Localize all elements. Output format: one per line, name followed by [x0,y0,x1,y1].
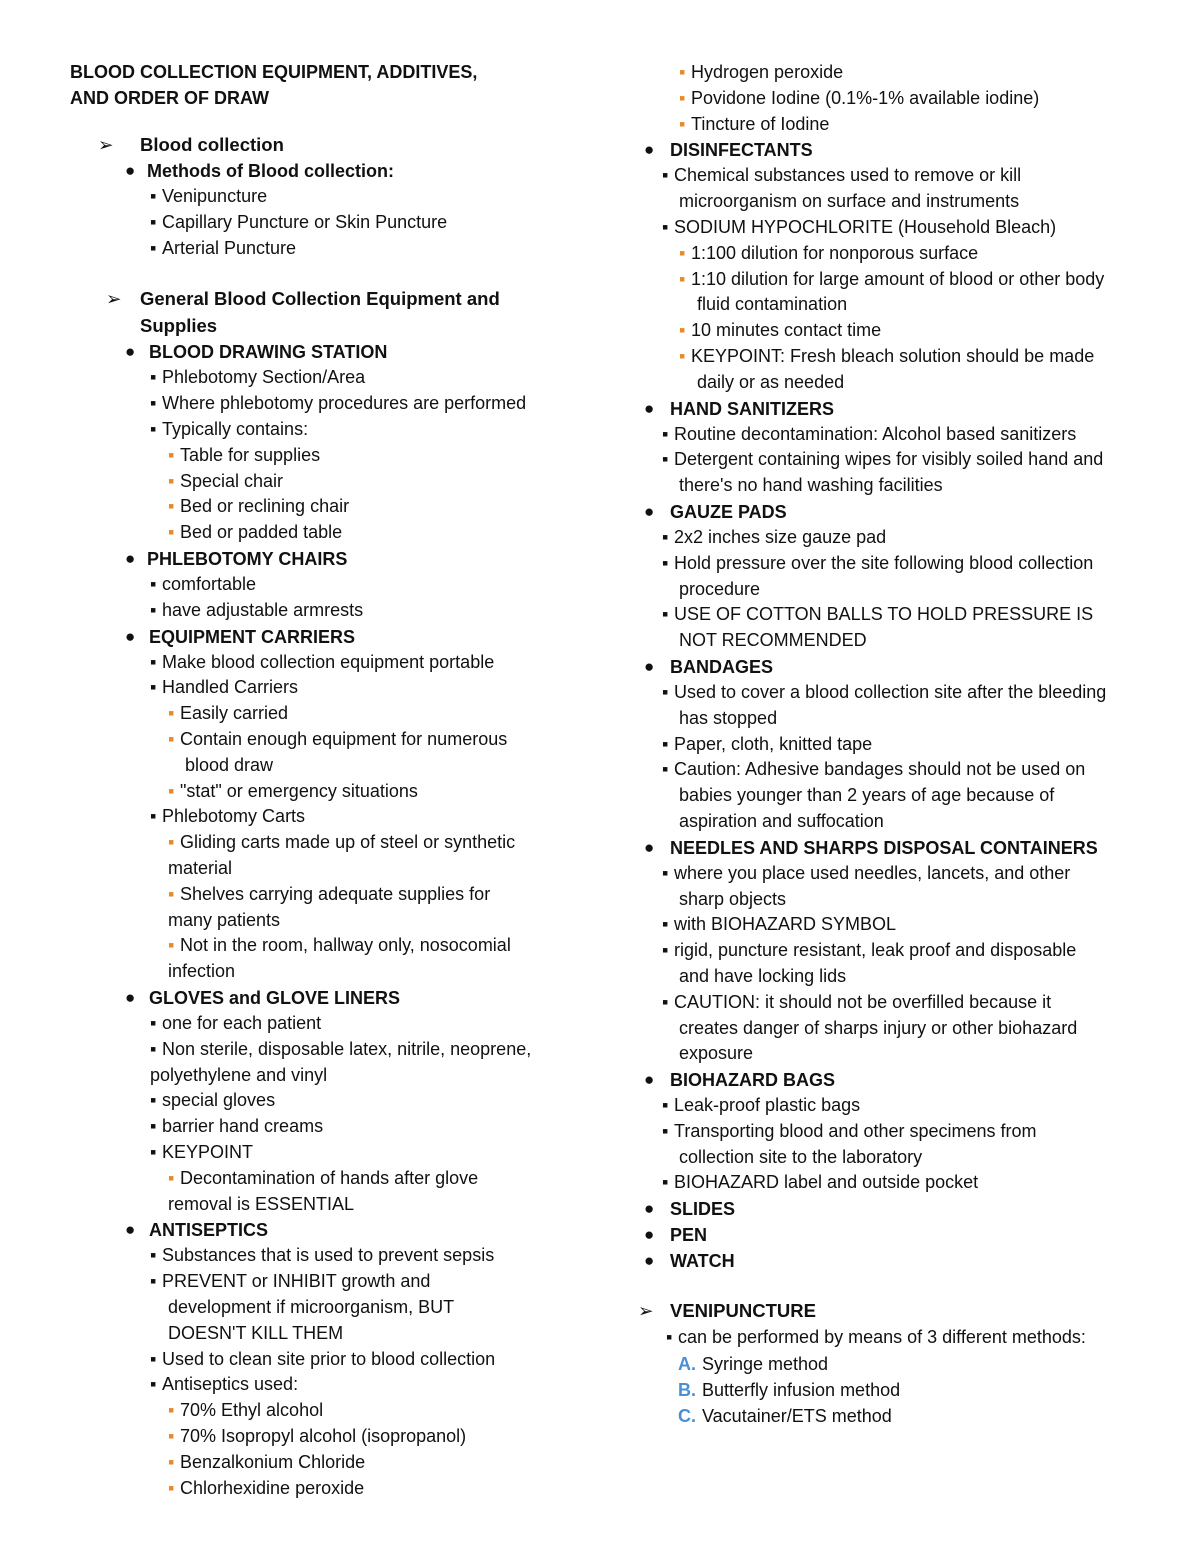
list-item: ▪ Where phlebotomy procedures are performed [70,391,590,417]
sub-list-item: ▪ Tincture of Iodine [638,112,1178,138]
sub-list-item: ▪ Hydrogen peroxide [638,60,1178,86]
list-continuation: there's no hand washing facilities [679,475,943,496]
orange-bullet-icon: ▪ [679,320,686,341]
sub-list-item: ▪ KEYPOINT: Fresh bleach solution should be made [638,344,1178,370]
list-item: ▪ 2x2 inches size gauze pad [638,525,1178,551]
square-bullet-icon: ▪ [150,599,157,620]
orange-bullet-icon: ▪ [679,87,686,108]
list-item: ▪ Non sterile, disposable latex, nitrile, neoprene, [70,1037,590,1063]
square-bullet-icon: ▪ [150,574,157,595]
list-item: ▪ Phlebotomy Section/Area [70,365,590,391]
orange-bullet-icon: ▪ [168,1451,175,1472]
subheading-sharps: ● NEEDLES AND SHARPS DISPOSAL CONTAINERS [638,835,1178,861]
square-bullet-icon: ▪ [150,367,157,388]
list-item: ▪ USE OF COTTON BALLS TO HOLD PRESSURE IS [638,602,1178,628]
list-item: ▪ Capillary Puncture or Skin Puncture [70,210,590,236]
orange-bullet-icon: ▪ [679,242,686,263]
list-item: ▪ Antiseptics used: [70,1372,590,1398]
right-column [638,60,1178,1429]
square-bullet-icon: ▪ [662,862,669,883]
square-bullet-icon: ▪ [662,526,669,547]
list-continuation: and have locking lids [679,965,847,986]
list-continuation: sharp objects [679,888,787,909]
square-bullet-icon: ▪ [150,211,157,232]
list-continuation: babies younger than 2 years of age because of [679,785,1055,806]
subheading-drawing-station: ● BLOOD DRAWING STATION [70,339,590,365]
orange-bullet-icon: ▪ [168,729,175,750]
subheading-gauze: ● GAUZE PADS [638,499,1178,525]
sub-list-continuation: daily or as needed [697,371,845,392]
subheading-sanitizers: ● HAND SANITIZERS [638,396,1178,422]
square-bullet-icon: ▪ [150,1013,157,1034]
option-letter: B. [678,1379,696,1400]
section-blood-collection [70,132,590,159]
square-bullet-icon: ▪ [662,940,669,961]
circle-bullet-icon: ● [644,398,655,418]
square-bullet-icon: ▪ [150,1348,157,1369]
list-continuation: creates danger of sharps injury or other biohazard [679,1017,1078,1038]
square-bullet-icon: ▪ [662,991,669,1012]
square-bullet-icon: ▪ [150,393,157,414]
list-item: ▪ Typically contains: [70,417,590,443]
square-bullet-icon: ▪ [150,237,157,258]
list-item: ▪ Handled Carriers [70,675,590,701]
circle-bullet-icon: ● [644,656,655,676]
square-bullet-icon: ▪ [662,914,669,935]
square-bullet-icon: ▪ [662,216,669,237]
orange-bullet-icon: ▪ [168,1400,175,1421]
sub-list-continuation: fluid contamination [697,294,848,315]
subheading-bandages: ● BANDAGES [638,654,1178,680]
arrow-bullet-icon: ➢ [106,288,122,310]
list-item: ▪ KEYPOINT [70,1140,590,1166]
subheading-pen: ● PEN [638,1222,1178,1248]
circle-bullet-icon: ● [644,140,655,160]
subheading-carriers: ● EQUIPMENT CARRIERS [70,624,590,650]
orange-bullet-icon: ▪ [168,522,175,543]
list-item: ▪ Chemical substances used to remove or kill [638,163,1178,189]
circle-bullet-icon: ● [644,501,655,521]
list-item: ▪ comfortable [70,572,590,598]
list-item: ▪ barrier hand creams [70,1114,590,1140]
square-bullet-icon: ▪ [150,1271,157,1292]
section-heading: Blood collection [140,133,284,155]
list-item: ▪ Leak-proof plastic bags [638,1093,1178,1119]
orange-bullet-icon: ▪ [168,883,175,904]
orange-bullet-icon: ▪ [168,832,175,853]
subheading-slides: ● SLIDES [638,1196,1178,1222]
square-bullet-icon: ▪ [662,423,669,444]
square-bullet-icon: ▪ [662,165,669,186]
orange-bullet-icon: ▪ [679,62,686,82]
list-item: ▪ rigid, puncture resistant, leak proof and disposable [638,938,1178,964]
square-bullet-icon: ▪ [662,1095,669,1116]
list-continuation: DOESN'T KILL THEM [168,1322,344,1343]
left-column [70,60,590,1501]
section-heading: Supplies [140,314,218,336]
circle-bullet-icon: ● [125,549,136,569]
list-item: ▪ CAUTION: it should not be overfilled because it [638,990,1178,1016]
option-letter: A. [678,1353,696,1374]
sub-list-item: ▪ Chlorhexidine peroxide [70,1476,590,1502]
list-item: ▪ where you place used needles, lancets, and other [638,861,1178,887]
list-item: ▪ one for each patient [70,1011,590,1037]
square-bullet-icon: ▪ [662,681,669,702]
orange-bullet-icon: ▪ [168,1425,175,1446]
square-bullet-icon: ▪ [150,651,157,672]
circle-bullet-icon: ● [644,1199,655,1219]
method-option: A. Syringe method [678,1353,829,1374]
orange-bullet-icon: ▪ [679,268,686,289]
list-continuation: procedure [679,578,761,599]
list-item: ▪ PREVENT or INHIBIT growth and [70,1269,590,1295]
list-item: ▪ Substances that is used to prevent sepsis [70,1243,590,1269]
sub-list-item: ▪ Bed or padded table [70,520,590,546]
list-item: ▪ Phlebotomy Carts [70,804,590,830]
method-option: C. Vacutainer/ETS method [678,1405,892,1426]
orange-bullet-icon: ▪ [168,444,175,465]
list-item: ▪ can be performed by means of 3 different methods: [638,1325,1178,1351]
sub-list-item: ▪ 10 minutes contact time [638,318,1178,344]
subheading-disinfectants: ● DISINFECTANTS [638,137,1178,163]
list-item: ▪ have adjustable armrests [70,598,590,624]
sub-list-continuation: material [168,858,233,879]
title-line: BLOOD COLLECTION EQUIPMENT, ADDITIVES, [70,62,478,82]
sub-list-item: ▪ Shelves carrying adequate supplies for [70,882,590,908]
square-bullet-icon: ▪ [150,1090,157,1111]
list-continuation: polyethylene and vinyl [150,1064,328,1085]
sub-list-item: ▪ 70% Isopropyl alcohol (isopropanol) [70,1424,590,1450]
option-letter: C. [678,1405,696,1426]
list-continuation: has stopped [679,707,778,728]
orange-bullet-icon: ▪ [168,703,175,724]
sub-list-item: ▪ 70% Ethyl alcohol [70,1398,590,1424]
square-bullet-icon: ▪ [150,1142,157,1162]
subheading-biohazard-bags: ● BIOHAZARD BAGS [638,1067,1178,1093]
sub-list-item: ▪ Not in the room, hallway only, nosocomial [70,933,590,959]
square-bullet-icon: ▪ [662,733,669,754]
square-bullet-icon: ▪ [150,186,157,207]
list-item: ▪ Hold pressure over the site following blood collection [638,551,1178,577]
square-bullet-icon: ▪ [662,1120,669,1141]
subheading-chairs: ● PHLEBOTOMY CHAIRS [70,546,590,572]
subheading-methods [70,158,590,184]
sub-list-item: ▪ Povidone Iodine (0.1%-1% available iodine) [638,86,1178,112]
sub-list-item: ▪ 1:100 dilution for nonporous surface [638,241,1178,267]
square-bullet-icon: ▪ [662,759,669,780]
subheading-watch: ● WATCH [638,1248,1178,1274]
method-option: B. Butterfly infusion method [678,1379,901,1400]
orange-bullet-icon: ▪ [168,470,175,491]
square-bullet-icon: ▪ [150,419,157,440]
square-bullet-icon: ▪ [150,1116,157,1137]
list-item: ▪ Paper, cloth, knitted tape [638,732,1178,758]
sub-list-item: ▪ Easily carried [70,701,590,727]
orange-bullet-icon: ▪ [168,780,175,801]
subheading-gloves: ● GLOVES and GLOVE LINERS [70,985,590,1011]
sub-list-continuation: infection [168,961,236,982]
sub-list-continuation: removal is ESSENTIAL [168,1193,355,1214]
orange-bullet-icon: ▪ [168,1167,175,1188]
circle-bullet-icon: ● [125,342,136,362]
list-item: ▪ BIOHAZARD label and outside pocket [638,1170,1178,1196]
list-item: ▪ Detergent containing wipes for visibly soiled hand and [638,447,1178,473]
list-item: ▪ special gloves [70,1088,590,1114]
orange-bullet-icon: ▪ [168,935,175,956]
square-bullet-icon: ▪ [662,449,669,470]
square-bullet-icon: ▪ [150,677,157,698]
circle-bullet-icon: ● [644,837,655,857]
sub-list-item: ▪ "stat" or emergency situations [70,779,590,805]
list-item: ▪ Venipuncture [70,184,590,210]
document-title [70,60,590,112]
title-line: AND ORDER OF DRAW [70,87,269,108]
section-general-equipment [70,286,590,339]
sub-list-item: ▪ Contain enough equipment for numerous [70,727,590,753]
circle-bullet-icon: ● [125,161,136,181]
list-item: ▪ Make blood collection equipment portable [70,650,590,676]
sub-list-item: ▪ 1:10 dilution for large amount of blood or other body [638,267,1178,293]
arrow-bullet-icon: ➢ [98,133,114,155]
list-continuation: development if microorganism, BUT [168,1296,455,1317]
square-bullet-icon: ▪ [662,604,669,625]
square-bullet-icon: ▪ [662,1172,669,1193]
circle-bullet-icon: ● [125,626,136,646]
list-item: ▪ Caution: Adhesive bandages should not be used on [638,757,1178,783]
list-item: ▪ Transporting blood and other specimens from [638,1119,1178,1145]
square-bullet-icon: ▪ [666,1326,673,1347]
list-continuation: collection site to the laboratory [679,1146,923,1167]
sub-list-continuation: blood draw [185,754,274,775]
sub-list-item: ▪ Table for supplies [70,443,590,469]
orange-bullet-icon: ▪ [168,1477,175,1498]
list-item: ▪ with BIOHAZARD SYMBOL [638,912,1178,938]
sub-list-item: ▪ Special chair [70,469,590,495]
square-bullet-icon: ▪ [150,1374,157,1395]
orange-bullet-icon: ▪ [679,113,686,134]
circle-bullet-icon: ● [644,1251,655,1271]
list-continuation: NOT RECOMMENDED [679,630,867,651]
sub-list-item: ▪ Gliding carts made up of steel or synthetic [70,830,590,856]
list-item: ▪ Routine decontamination: Alcohol based sanitizers [638,422,1178,448]
circle-bullet-icon: ● [125,988,136,1008]
square-bullet-icon: ▪ [150,1245,157,1266]
list-item: ▪ Used to cover a blood collection site after the bleeding [638,680,1178,706]
list-item: ▪ Used to clean site prior to blood collection [70,1347,590,1373]
subheading-text: Methods of Blood collection: [147,161,394,182]
sub-list-item: ▪ Benzalkonium Chloride [70,1450,590,1476]
sub-list-item: ▪ Decontamination of hands after glove [70,1166,590,1192]
circle-bullet-icon: ● [644,1225,655,1245]
list-continuation: microorganism on surface and instruments [679,191,1020,212]
list-item: ▪ Arterial Puncture [70,236,590,262]
subheading-antiseptics: ● ANTISEPTICS [70,1217,590,1243]
square-bullet-icon: ▪ [150,806,157,827]
square-bullet-icon: ▪ [150,1038,157,1059]
list-continuation: aspiration and suffocation [679,810,884,831]
orange-bullet-icon: ▪ [168,496,175,517]
list-continuation: exposure [679,1043,754,1064]
sub-list-continuation: many patients [168,909,281,930]
list-item: ▪ SODIUM HYPOCHLORITE (Household Bleach) [638,215,1178,241]
section-heading: General Blood Collection Equipment and [140,288,500,310]
section-venipuncture: ➢ VENIPUNCTURE [638,1298,1178,1325]
arrow-bullet-icon: ➢ [638,1300,654,1322]
square-bullet-icon: ▪ [662,552,669,573]
orange-bullet-icon: ▪ [679,345,686,366]
circle-bullet-icon: ● [644,1070,655,1090]
sub-list-item: ▪ Bed or reclining chair [70,494,590,520]
circle-bullet-icon: ● [125,1220,136,1240]
